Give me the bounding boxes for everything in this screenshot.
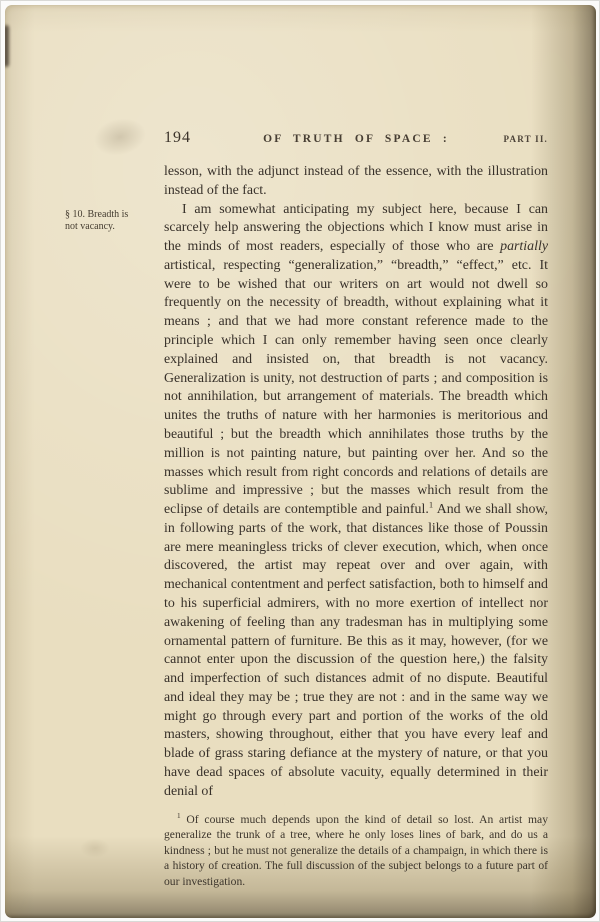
paragraph: I am somewhat anticipating my subject here, because I can scarcely help answering the objections which I know must arise in the minds of most readers, especially of those who are partially artistical, respecting “generalization,” “breadth,” “effect,” etc. It were to be wished that our writers on art would not dwell so frequently on the necessity of breadth, without explaining what it means ; and that we had more constant reference made to the principle which I can only remember having seen once clearly explained and insisted on, that breadth is not vacancy. Generalization is unity, not destruction of parts ; and composition is not annihilation, but arrangement of materials. The breadth which unites the truths of nature with her harmonies is meritorious and beautiful ; but the breadth which annihilates those truths by the million is not painting nature, but painting over her. And so the masses which result from right concords and relations of details are sublime and impressive ; but the masses which result from the eclipse of details are contemptible and painful.$^1$ And we shall show, in following parts of the work, that distances like those of Poussin are mere meaningless tricks of clever execution, which, when once discovered, the artist may repeat over and over again, with mechanical contentment and perfect satisfaction, both to himself and to his superficial admirers, with no more exertion of intellect nor awakening of feeling than any tradesman has in multiplying some ornamental pattern of furniture. Be this as it may, however, (for we cannot enter upon the discussion of the question here,) the falsity and imperfection of such distances admit of no dispute. Beautiful and ideal they may be ; true they are not : and in the same way we might go through every part and portion of the works of the old masters, showing throughout, either that you have every leaf and blade of grass staring defiance at the mystery of nature, or that you have dead spaces of absolute vacuity, equally determined in their denial of [164, 201, 548, 799]
running-title: OF TRUTH OF SPACE : [263, 133, 449, 145]
scan-smudge [75, 835, 115, 861]
running-header [164, 129, 548, 147]
body-text-column [164, 163, 548, 890]
page-surface [5, 5, 596, 918]
section-margin-note: § 10. Breadth is not vacancy. [65, 209, 129, 232]
footnote: $^1$ Of course much depends upon the kind of detail so lost. An artist may generalize the trunk of a tree, where he only loses lines of bark, and do us a kindness ; but he must not generalize the details of a champaign, in which there is a history of creation. The full discussion of the subject belongs to a future part of our investigation. [164, 811, 548, 888]
scan-smudge [81, 106, 159, 168]
paragraph-continuation: lesson, with the adjunct instead of the essence, with the illustration instead of the fact. [164, 164, 548, 198]
part-label: PART II. [503, 134, 548, 144]
scan-edge-mark [5, 25, 9, 67]
page-number: 194 [164, 129, 191, 146]
